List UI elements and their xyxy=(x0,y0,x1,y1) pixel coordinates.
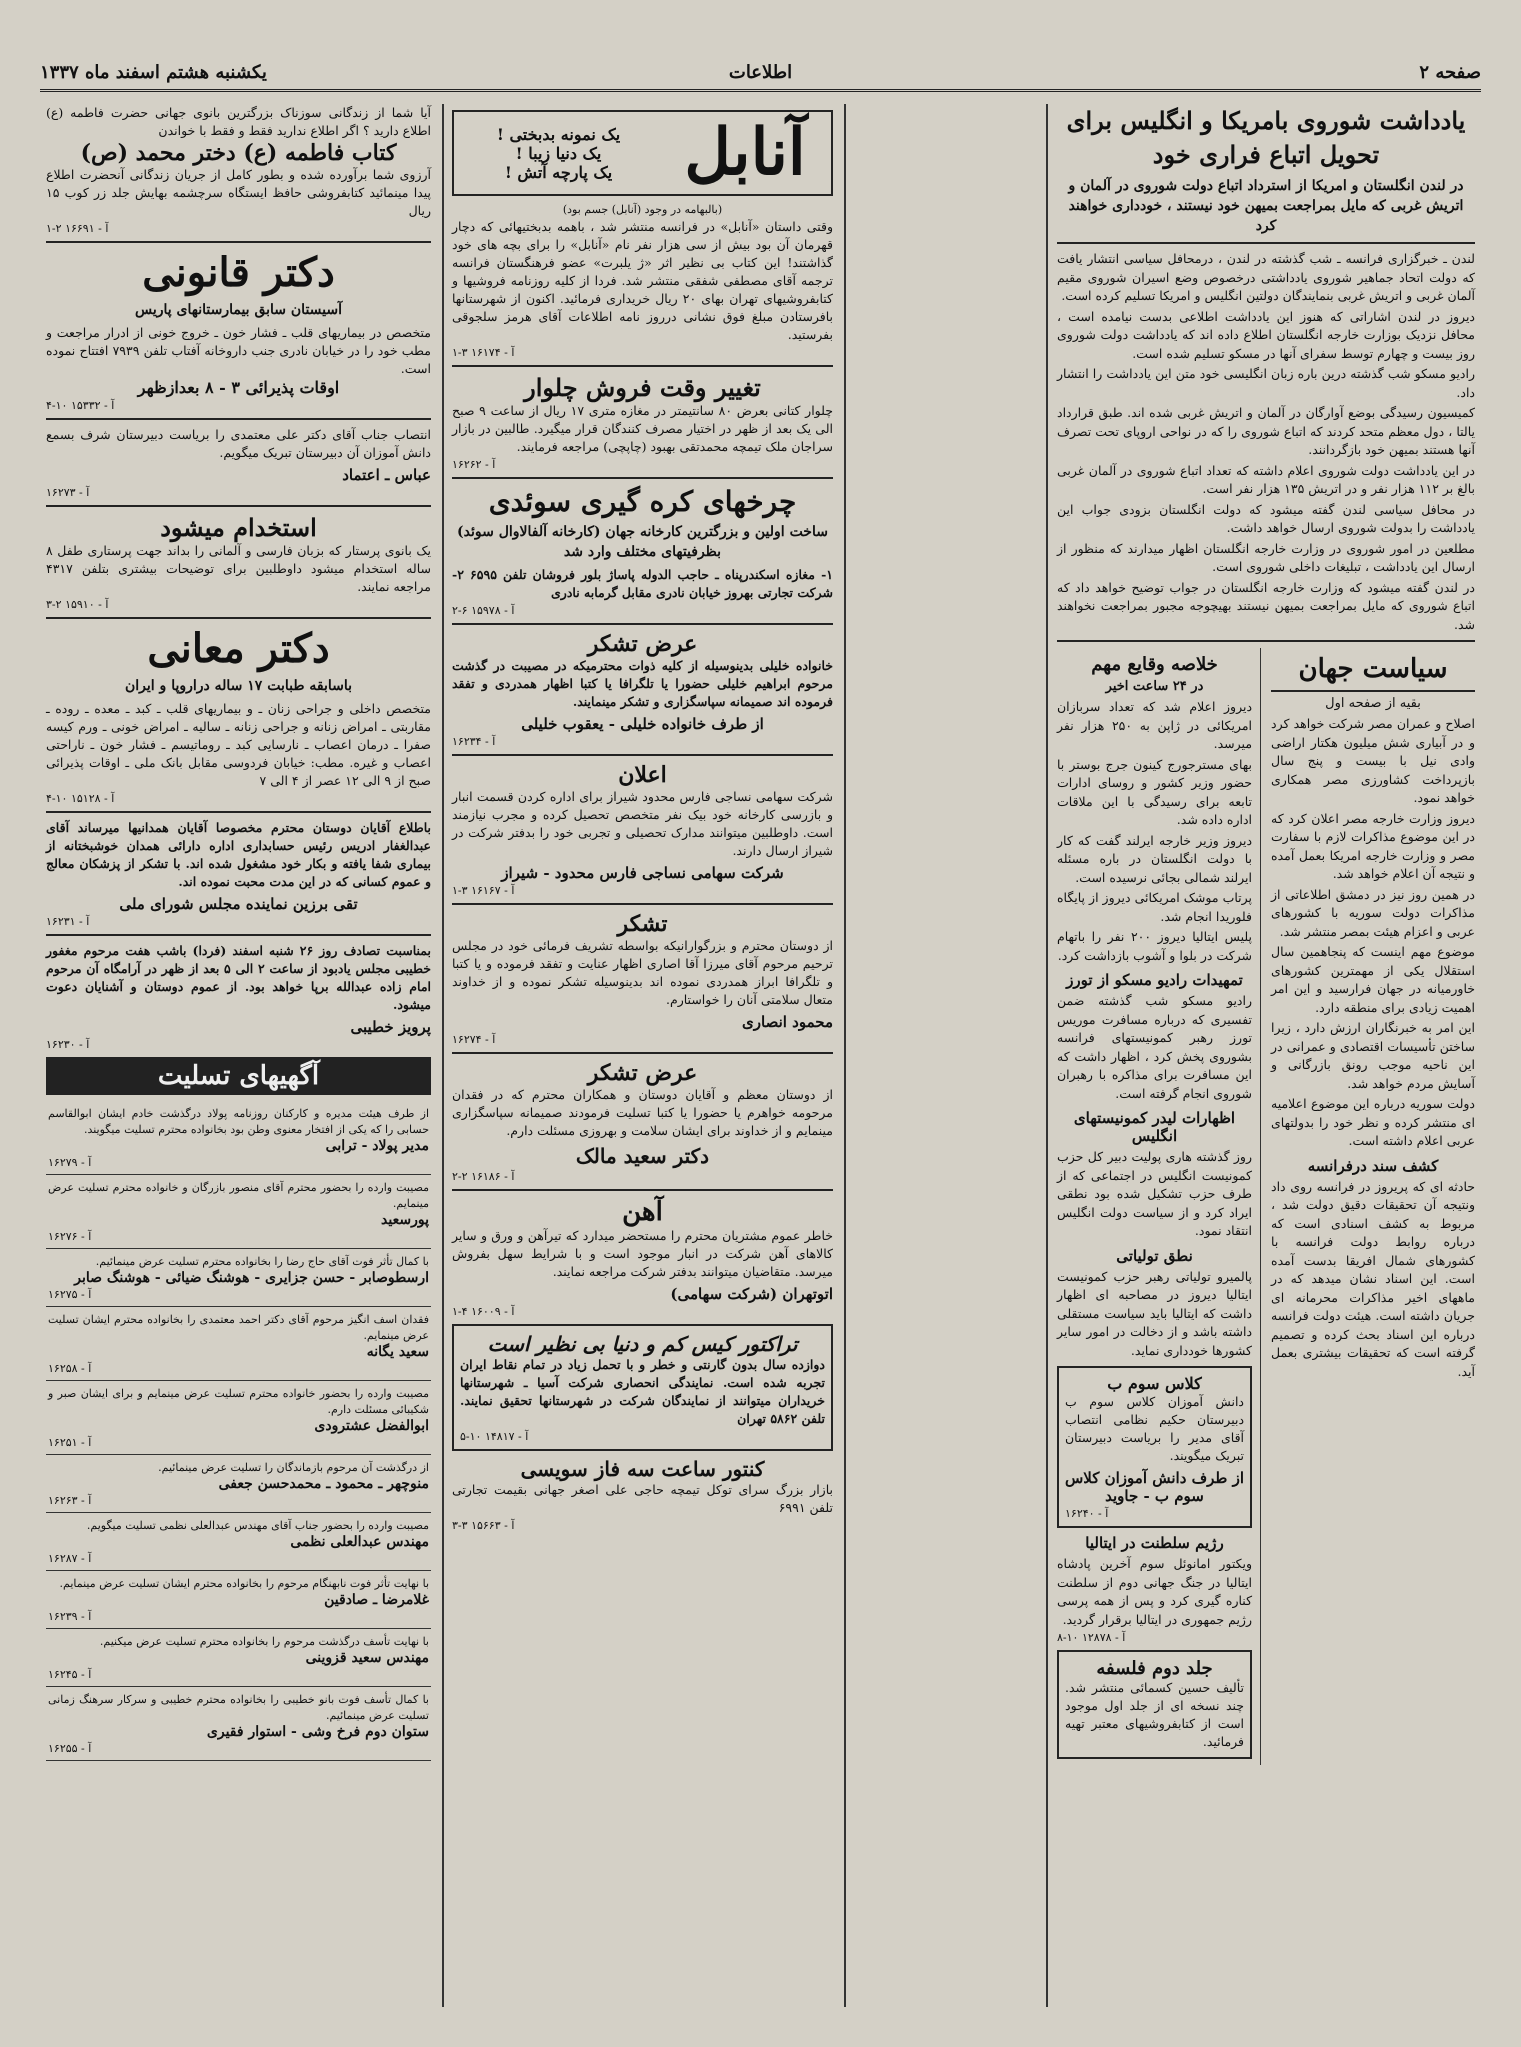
iron-title: آهن xyxy=(622,1197,663,1227)
condolence-ref: آ - ۱۶۲۶۳ xyxy=(48,1494,92,1507)
condolence-ref: آ - ۱۶۲۵۸ xyxy=(48,1362,92,1375)
ann-sign: شرکت سهامی نساجی فارس محدود - شیراز xyxy=(501,864,784,882)
doctor2-body: متخصص داخلی و جراحی زنان ـ و بیماریهای قلب ـ کبد ـ معده ـ روده ـ مقاربتی ـ امراض زنانه و جراحی زنانه ـ سالیه ـ امراض خونی ـ ورم کیسه صفرا ـ درمان اعصاب ـ نارسایی کبد ـ روماتیسم ـ فشار خون ـ ناراحتی اعصاب و غیره. مطب: خیابان فردوسی مقابل بانک ملی ـ اوقات پذیرائی صبح از ۹ الی ۱۲ عصر از ۴ الی ۷ xyxy=(46,701,431,788)
lead-subhead: در لندن انگلستان و امریکا از استرداد اتباع دولت شوروی در آلمان و اتریش غربی که مایل بمراجعت بمیهن خود نیستند ، خودداری خواهند کرد xyxy=(1068,178,1464,234)
condolence-text: با کمال تأسف فوت بانو خطیبی را بخانواده محترم خطیبی و سرکار سرهنگ زمانی تسلیت عرض مینمائیم. xyxy=(48,1693,429,1722)
summary-paragraph: پلیس ایتالیا دیروز ۲۰۰ نفر را باتهام شرکت در بلوا و آشوب بازداشت کرد. xyxy=(1057,929,1253,963)
condolence-item xyxy=(46,1381,431,1455)
lead-paragraph: دیروز در لندن اشاراتی که هنوز این یادداشت اطلاعی بدست نیامده است ، محافل نزدیک بوزارت خارجه انگلستان اطلاع داده اند که یادداشت دولت شوروی روز بیست و چهارم توسط سفرای آنها در مسکو تسلیم شده است. xyxy=(1057,308,1475,361)
notice3-body: بمناسبت تصادف روز ۲۶ شنبه اسفند (فردا) باشب هفت مرحوم مغفور خطیبی مجلس یادبود از ساعت ۲ الی ۵ بعد از ظهر در آرامگاه آن مرحوم امام زاده عبدالله برپا خواهد بود. از عموم دوستان و آشنایان دعوت میشود. xyxy=(46,943,431,1012)
page-number: صفحه ۲ xyxy=(1419,62,1481,83)
thanks1-title: عرض تشکر xyxy=(587,631,698,657)
condolence-sign: مهندس عبدالعلی نظمی xyxy=(290,1534,429,1550)
world-politics xyxy=(1271,648,1475,1765)
condolence-ref: آ - ۱۶۲۷۵ xyxy=(48,1288,92,1301)
tractor-title: تراکتور کیس کم و دنیا بی نظیر است xyxy=(487,1332,798,1356)
world-title: سیاست جهان xyxy=(1271,648,1475,692)
tractor-ref: آ - ۱۴۸۱۷ ۱۰-۵ xyxy=(460,1430,529,1443)
lead-paragraph: در لندن گفته میشود که وزارت خارجه انگلستان در جواب توضیح خواهد داد که اتباع شوروی که مایل بمراجعت بمیهن نیستند بهیچوجه مجبور بمراجعت نخواهند شد. xyxy=(1057,579,1475,632)
fatemeh-ref: آ - ۱۶۶۹۱ ۲-۱ xyxy=(46,222,109,235)
notice3-ref: آ - ۱۶۲۳۰ xyxy=(46,1038,90,1051)
world-paragraph: موضوع مهم اینست که پنجاهمین سال استقلال یکی از مهمترین کشورهای خاورمیانه در جهان فرارسید و این امر اهمیت زیادی برای منطقه دارد. xyxy=(1271,944,1475,1015)
condolence-sign: مهندس سعید قزوینی xyxy=(305,1650,429,1666)
sub3-title: نطق تولیاتی xyxy=(1116,1246,1193,1265)
watch-title: کنتور ساعت سه فاز سویسی xyxy=(520,1457,765,1481)
condolence-title: آگهیهای تسلیت xyxy=(46,1057,431,1095)
tractor-body: دوازده سال بدون گارنتی و خطر و با تحمل زیاد در تمام نقاط ایران تجربه شده است. نمایندگی انحصاری شرکت آسیا ـ شهرستانها خریداران میتوانند از نمایندگان شرکت در شهرستانها تحقیق نمایند. تلفن ۵۸۶۲ تهران xyxy=(460,1357,825,1426)
fatemeh-body: آرزوی شما برآورده شده و بطور کامل از جریان زندگانی آنحضرت اطلاع پیدا مینمائید کتابفروشی حافظ ایستگاه سرچشمه بهایش جلد زر کوب ۱۵ ریال xyxy=(46,167,431,218)
condolence-ref: آ - ۱۶۲۷۶ xyxy=(48,1230,92,1243)
world-paragraph: در همین روز نیز در دمشق اطلاعاتی از مذاکرات دولت سوریه با کشورهای عربی و اعزام هیئت بمصر منتشر شد. xyxy=(1271,886,1475,939)
condolence-item xyxy=(46,1307,431,1381)
condolence-item xyxy=(46,1629,431,1687)
iron-ref: آ - ۱۶۰۰۹ ۴-۱ xyxy=(452,1305,515,1318)
thanks3-body: از دوستان معظم و آقایان دوستان و همکاران محترم که در فقدان مرحومه خواهرم یا حضورا یا کتبا تسلیت فرمودند صمیمانه سپاسگزاری مینمایم و از خداوند برای ایشان سلامت و بهروزی مسئلت دارم. xyxy=(452,1087,833,1138)
phil-body: تألیف حسین کسمائی منتشر شد. چند نسخه ای از جلد اول موجود است از کتابفروشیهای معتبر تهیه فرمائید. xyxy=(1065,1680,1245,1749)
ann-title: اعلان xyxy=(618,762,667,788)
thanks1-sign: از طرف خانواده خلیلی - یعقوب خلیلی xyxy=(521,715,764,733)
wheel-ref: آ - ۱۵۹۷۸ ۶-۲ xyxy=(452,604,515,617)
doctor2-sub: باسابقه طبابت ۱۷ ساله دراروپا و ایران xyxy=(125,678,352,694)
hire-ref: آ - ۱۵۹۱۰ ۲-۳ xyxy=(46,598,109,611)
condolence-sign: ستوان دوم فرخ وشی - استوار فقیری xyxy=(206,1724,429,1740)
notice2-body: باطلاع آقایان دوستان محترم مخصوصا آقایان همدانیها میرساند آقای عبدالغفار ادریس رئیس حسابداری اداره دارائی همدان خوشبختانه از بیماری شفا یافته و بکار خود مشغول شده اند. با تشکر از پزشکان معالج و عموم کسانی که در این مدت محبت نموده اند. xyxy=(46,820,431,889)
phil-title: جلد دوم فلسفه xyxy=(1096,1658,1213,1679)
lead-headline: یادداشت شوروی بامریکا و انگلیس برای تحویل اتباع فراری خود xyxy=(1066,106,1466,169)
lead-paragraph: مطلعین در امور شوروی در وزارت خارجه انگلستان اظهار میدارند که منظور از ارسال این یادداشت ، تبلیغات داخلی شوروی است. xyxy=(1057,540,1475,574)
summary-paragraph: بهای مسترجورج کینون جرج بوستر با حضور وزیر کشور و روسای ادارات تابعه برای رسیدگی با این ملاقات اداره داده شد. xyxy=(1057,756,1253,827)
lead-paragraph: لندن ـ خبرگزاری فرانسه ـ شب گذشته در لندن ، درمحافل سیاسی انتشار یافت که دولت اتحاد جماهیر شوروی یادداشتی درخصوص وضع اسیران شوروی مقیم آلمان غربی و اتریش غربی بنمایندگان دولتین انگلیس و امریکا تسلیم کرده است. xyxy=(1057,251,1475,303)
condolence-ref: آ - ۱۶۲۵۵ xyxy=(48,1742,92,1755)
doctor1-body: متخصص در بیماریهای قلب ـ فشار خون ـ خروج خونی از ادرار مراجعت و مطب خود را در خیابان نادری جنب داروخانه آفتاب تلفن ۷۹۳۹ افتتاح نموده است. xyxy=(46,325,431,376)
doctor1-hours: اوقات پذیرائی ۳ - ۸ بعدازظهر xyxy=(137,378,340,397)
regime-body: ویکتور امانوئل سوم آخرین پادشاه ایتالیا در جنگ جهانی دوم از سلطنت کناره گیری کرد و پس از همه پرسی رژیم جمهوری در ایتالیا برقرار گردید. xyxy=(1057,1556,1253,1627)
hire-body: یک بانوی پرستار که بزبان فارسی و آلمانی را بداند جهت پرستاری طفل ۸ ساله استخدام میشود داوطلبین برای توضیحات بیشتری بتلفن ۴۳۱۷ مراجعه نمایند. xyxy=(46,543,431,594)
notice2-ref: آ - ۱۶۲۳۱ xyxy=(46,915,90,928)
world-sub: بقیه از صفحه اول xyxy=(1325,696,1421,711)
hire-title: استخدام میشود xyxy=(160,513,317,542)
book-tagline: یک پارچه آتش ! xyxy=(504,162,613,182)
condolence-ref: آ - ۱۶۲۷۹ xyxy=(48,1156,92,1169)
issue-date: یکشنبه هشتم اسفند ماه ۱۳۳۷ xyxy=(40,62,267,83)
condolence-item xyxy=(46,1101,431,1175)
lead-paragraph: رادیو مسکو شب گذشته درین باره زبان انگلیسی خود متن این یادداشت را انتشار داد. xyxy=(1057,366,1475,400)
regime-title: رژیم سلطنت در ایتالیا xyxy=(1085,1534,1224,1552)
condolence-item xyxy=(46,1249,431,1307)
class-title: کلاس سوم ب xyxy=(1107,1374,1202,1393)
book-title: آنابل xyxy=(684,115,806,190)
lead-paragraph: در این یادداشت دولت شوروی اعلام داشته که تعداد اتباع شوروی در آلمان غربی بالغ بر ۱۱۲ هزار نفر و در اتریش ۱۳۵ هزار نفر است. xyxy=(1057,462,1475,496)
summary-title: خلاصه وقایع مهم xyxy=(1091,654,1218,675)
summary-subtitle: در ۲۴ ساعت اخیر xyxy=(1105,679,1204,694)
class-body: دانش آموزان کلاس سوم ب دبیرستان حکیم نظامی انتصاب آقای مدیر را بریاست دبیرستان تبریک میگویند. xyxy=(1065,1394,1245,1463)
column-classifieds xyxy=(40,104,437,2007)
summary-paragraph: دیروز اعلام شد که تعداد سربازان امریکائی در ژاپن به ۲۵۰ هزار نفر میرسد. xyxy=(1057,699,1253,751)
thanks2-ref: آ - ۱۶۲۷۴ xyxy=(452,1033,496,1046)
doctor2-ref: آ - ۱۵۱۲۸ ۱۰-۴ xyxy=(46,792,115,805)
world-paragraph: اصلاح و عمران مصر شرکت خواهد کرد و در آبیاری شش میلیون هکتار اراضی وادی نیل با بیست و پنج سال بازپرداخت کشاورزی مصر همکاری خواهد نمود. xyxy=(1271,716,1475,805)
condolence-ref: آ - ۱۶۲۳۹ xyxy=(48,1610,92,1623)
book-ad xyxy=(452,110,833,196)
wheel-title: چرخهای کره گیری سوئدی xyxy=(488,485,797,518)
condolence-sign: پورسعید xyxy=(381,1212,429,1228)
summary-paragraph: دیروز وزیر خارجه ایرلند گفت که کار با دولت انگلستان در باره مسئله ایرلند شمالی بجائی نرسیده است. xyxy=(1057,832,1253,885)
world-paragraph: دیروز وزارت خارجه مصر اعلان کرد که در این موضوع مذاکرات لازم با سفارت مصر و وزارت خارجه امریکا بعمل آمده و نتیجه آن اعلام خواهد شد. xyxy=(1271,810,1475,881)
column-lead xyxy=(1051,104,1481,2007)
thanks2-title: تشکر xyxy=(617,911,668,937)
condolence-item xyxy=(46,1571,431,1629)
column-rule xyxy=(442,104,444,2007)
condolence-text: با نهایت تأثر فوت نابهنگام مرحوم را بخانواده محترم ایشان تسلیت عرض مینمایم. xyxy=(59,1577,429,1590)
sub2-body: روز گذشته هاری پولیت دبیر کل حزب کمونیست انگلیس در اجتماعی که از طرف حزب تشکیل شده بود نطقی ایراد کرد و از سیاست دولت انگلیس انتقاد نمود. xyxy=(1057,1149,1253,1238)
doctor1-title: دکتر قانونی xyxy=(142,249,335,296)
lead-paragraph: در محافل سیاسی لندن گفته میشود که دولت انگلستان بزودی جواب این یادداشت را بدولت شوروی ارسال خواهد داشت. xyxy=(1057,501,1475,535)
thanks3-sign: دکتر سعید مالک xyxy=(575,1144,710,1168)
notice2-sign: تقی برزین نماینده مجلس شورای ملی xyxy=(119,895,358,913)
condolence-sign: ابوالفضل عشترودی xyxy=(314,1418,429,1434)
condolence-text: از درگذشت آن مرحوم بازماندگان را تسلیت عرض مینمائیم. xyxy=(158,1461,429,1474)
notice1-body: انتصاب جناب آقای دکتر علی معتمدی را بریاست دبیرستان شرف بسمع دانش آموزان آن دبیرستان تبریک میگویم. xyxy=(46,427,431,460)
thanks2-sign: محمود انصاری xyxy=(742,1013,833,1031)
condolence-text: فقدان اسف انگیز مرحوم آقای دکتر احمد معتمدی را بخانواده محترم ایشان تسلیت عرض مینمایم. xyxy=(48,1313,429,1342)
doctor2-title: دکتر معانی xyxy=(147,625,330,672)
kashf-title: کشف سند درفرانسه xyxy=(1307,1156,1439,1175)
condolence-text: از طرف هیئت مدیره و کارکنان روزنامه پولاد درگذشت خادم ایشان ابوالقاسم حسابی را که یکی از افتخار معنوی وطن بود بخانواده محترم تسلیت میگویند. xyxy=(48,1107,429,1136)
world-paragraph: دولت سوریه درباره این موضوع اعلامیه ای منتشر کرده و نظر خود را بدولتهای عربی اعلام داشته است. xyxy=(1271,1096,1475,1148)
sale-body: چلوار کتانی بعرض ۸۰ سانتیمتر در مغازه متری ۱۷ ریال از ساعت ۹ صبح الی یک بعد از ظهر در اختیار مصرف کنندگان قرار میگیرد. طالبین در بازار سراجان ملک تیمچه محمدتقی بهبود (چاپچی) مراجعه فرمایند. xyxy=(452,403,833,454)
condolence-sign: غلامرضا ـ صادقین xyxy=(324,1592,429,1608)
condolence-text: با کمال تأثر فوت آقای حاج رضا را بخانواده محترم تسلیت عرض مینمائیم. xyxy=(95,1255,429,1268)
watch-ref: آ - ۱۵۶۶۳ ۳-۳ xyxy=(452,1519,515,1532)
class-ad xyxy=(1057,1366,1252,1528)
notice1-sign: عباس ـ اعتماد xyxy=(342,466,431,484)
thanks1-ref: آ - ۱۶۲۳۴ xyxy=(452,735,496,748)
condolence-sign: ارسطوصابر - حسن جزایری - هوشنگ ضیائی - هوشنگ صابر xyxy=(74,1270,429,1286)
condolence-text: مصیبت وارده را بحضور جناب آقای مهندس عبدالعلی نظمی تسلیت میگویم. xyxy=(86,1519,429,1532)
column-misc xyxy=(846,104,1041,2007)
sub1-title: تمهیدات رادیو مسکو از تورز xyxy=(1066,971,1243,989)
fatemeh-intro: آیا شما از زندگانی سوزناک بزرگترین بانوی جهانی حضرت فاطمه (ع) اطلاع دارید ؟ اگر اطلاع ندارید فقط و فقط با خواندن xyxy=(46,105,431,138)
sub1-body: رادیو مسکو شب گذشته ضمن تفسیری که درباره مسافرت موریس تورز رهبر کمونیستهای فرانسه بشوروی پخش کرد ، اظهار داشت که این مسافرت برای مذاکره با رهبران شوروی انجام گرفته است. xyxy=(1057,993,1253,1101)
thanks2-body: از دوستان محترم و بزرگوارانیکه بواسطه تشریف فرمائی خود در مجلس ترحیم مرحوم آقای میرزا آقا اصاری اظهار عنایت و تفقد فرموده و یا کتبا و تلگرافا ابراز همدردی نموده اند بدینوسیله تشکر نموده و از خداوند متعال سلامتی آنان را خواستارم. xyxy=(452,938,833,1007)
newspaper-name: اطلاعات xyxy=(728,62,793,83)
world-paragraph: این امر به خبرنگاران ارزش دارد ، زیرا ساختن تأسیسات اقتصادی و عمرانی در این ناحیه موجب رونق بازرگانی و آسایش مردم خواهد شد. xyxy=(1271,1020,1475,1091)
thanks1-body: خانواده خلیلی بدینوسیله از کلیه ذوات محترمیکه در مصیبت در گذشت مرحوم ابراهیم خلیلی حضورا یا تلگرافا یا کتبا اظهار همدردی و تفقد فرموده اند صمیمانه سپاسگزاری و تشکر مینمایند. xyxy=(452,658,833,709)
condolence-sign: سعید یگانه xyxy=(366,1344,429,1360)
column-summary xyxy=(1057,648,1261,1765)
condolence-ref: آ - ۱۶۲۴۵ xyxy=(48,1668,92,1681)
philosophy-ad xyxy=(1057,1650,1252,1759)
condolence-sign: منوچهر ـ محمود ـ محمدحسن جعفی xyxy=(218,1476,429,1492)
condolence-item xyxy=(46,1455,431,1513)
book-caption: (بالبهامه در وجود (آنابل) جسم بود) xyxy=(562,203,723,216)
condolence-item xyxy=(46,1513,431,1571)
iron-body: خاطر عموم مشتریان محترم را مستحضر میدارد که تیرآهن و ورق و سایر کالاهای آهن شرکت در انبار موجود است و با شرایط سهل بفروش میرسد. متقاضیان میتوانند بدفتر شرکت مراجعه نمایند. xyxy=(452,1228,833,1279)
iron-sign: اتوتهران (شرکت سهامی) xyxy=(670,1285,833,1303)
sale-title: تغییر وقت فروش چلوار xyxy=(524,373,761,402)
doctor1-ref: آ - ۱۵۳۳۲ ۱۰-۴ xyxy=(46,399,115,412)
thanks3-title: عرض تشکر xyxy=(587,1060,698,1086)
book-ref: آ - ۱۶۱۷۴ ۳-۱ xyxy=(452,346,515,359)
wheel-sub: ساخت اولین و بزرگترین کارخانه جهان (کارخانه آلفالاوال سوئد) بظرفیتهای مختلف وارد شد xyxy=(457,524,828,560)
kashf-body: حادثه ای که پریروز در فرانسه روی داد ونتیجه آن تحقیقات دقیق دولت شد ، مربوط به کشف اسنادی است که درباره روابط دولت فرانسه با کشورهای شمال افریقا بدست آمده است. این اسناد نشان میدهد که در ماههای اخیر مذاکرات محرمانه ای جریان داشته است. هیئت دولت فرانسه درباره این اسناد بحث کرده و تصمیم گرفته است که تحقیقات بیشتری بعمل آید. xyxy=(1271,1178,1475,1379)
column-rule xyxy=(1046,104,1048,2007)
sub2-title: اظهارات لیدر کمونیستهای انگلیس xyxy=(1073,1109,1236,1145)
wheel-body: ۱- مغازه اسکندرپناه ـ حاجب الدوله پاساژ بلور فروشان تلفن ۶۵۹۵ ۲- شرکت تجارتی بهروز خیابان نادری مقابل گرمابه نادری xyxy=(452,567,833,600)
condolence-item xyxy=(46,1175,431,1249)
regime-ref: آ - ۱۲۸۷۸ ۱۰-۸ xyxy=(1057,1631,1126,1644)
summary-paragraph: پرتاب موشک امریکائی دیروز از پایگاه فلوریدا انجام شد. xyxy=(1057,890,1253,924)
fatemeh-title: کتاب فاطمه (ع) دختر محمد (ص) xyxy=(80,140,397,166)
sub3-body: پالمیرو تولیاتی رهبر حزب کمونیست ایتالیا دیروز در مصاحبه ای اظهار داشت که ایتالیا باید سیاست مستقلی داشته باشد و از دخالت در امور سایر کشورها خودداری نماید. xyxy=(1057,1268,1253,1358)
book-tagline: یک دنیا زیبا ! xyxy=(515,143,602,163)
condolence-text: مصیبت وارده را بحضور خانواده محترم تسلیت عرض مینمایم و برای ایشان صبر و شکیبائی مسئلت دارم. xyxy=(48,1387,429,1416)
ann-body: شرکت سهامی نساجی فارس محدود شیراز برای اداره کردن قسمت انبار و بازرسی کارخانه خود بیک نفر متخصص تحصیل کرده و مجرب نیازمند است. داوطلبین میتوانند مدارک تحصیلی و تجربی خود را بدفتر شرکت در شیراز ارسال دارند. xyxy=(452,789,833,858)
condolence-sign: مدیر پولاد - ترابی xyxy=(325,1138,429,1154)
thanks3-ref: آ - ۱۶۱۸۶ ۲-۲ xyxy=(452,1170,515,1183)
masthead xyxy=(40,58,1481,92)
column-ads-middle xyxy=(446,104,839,2007)
sale-ref: آ - ۱۶۲۶۲ xyxy=(452,458,496,471)
ann-ref: آ - ۱۶۱۶۷ ۳-۱ xyxy=(452,884,515,897)
condolence-text: مصیبت وارده را بحضور محترم آقای منصور بازرگان و خانواده محترم تسلیت عرض مینمایم. xyxy=(48,1181,429,1210)
doctor1-sub: آسیستان سابق بیمارستانهای پاریس xyxy=(135,302,342,318)
condolence-text: با نهایت تأسف درگذشت مرحوم را بخانواده محترم تسلیت عرض میکنیم. xyxy=(99,1635,429,1648)
tractor-ad xyxy=(452,1324,833,1451)
condolence-ref: آ - ۱۶۲۵۱ xyxy=(48,1436,92,1449)
book-body: وقتی داستان «آنابل» در فرانسه منتشر شد ، باهمه بدبختیهائی که دچار قهرمان آن بود بیش از سی هزار نفر نام «آنابل» را برای بچه های خود گذاشتند! این کتاب بی نظیر اثر «ژ یلبرت» عضو فرهنگستان فرانسه ترجمه آقای مصطفی شفقی منتشر شد. فردا از کلیه روزنامه فروشیها و کتابفروشیهای تهران بهای ۲۰ ریال خریداری فرمائید. اکنون از شهرستانها بافرستادن مبلغ فوق نشانی درروز نامه اطلاعات آقای هرمز سلجوقی بفرستید. xyxy=(452,219,833,342)
book-tagline: یک نمونه بدبختی ! xyxy=(496,124,621,144)
notice1-ref: آ - ۱۶۲۷۳ xyxy=(46,486,90,499)
class-sign: از طرف دانش آموزان کلاس سوم ب - جاوید xyxy=(1065,1469,1244,1505)
lead-paragraph: کمیسیون رسیدگی بوضع آوارگان در آلمان و اتریش غربی شده اند. طبق قرارداد یالتا ، دول معظم متحد کردند که اتباع شوروی را که در نواحی اروپای تحت تصرف آنها هستند بمیهن خود بازگردانند. xyxy=(1057,405,1475,457)
notice3-sign: پرویز خطیبی xyxy=(350,1018,431,1036)
condolence-ref: آ - ۱۶۲۸۷ xyxy=(48,1552,92,1565)
watch-body: بازار بزرگ سرای توکل تیمچه حاجی علی اصغر جهانی بقیمت تجارتی تلفن ۶۹۹۱ xyxy=(452,1482,833,1515)
condolence-item xyxy=(46,1687,431,1761)
class-ref: آ - ۱۶۲۴۰ xyxy=(1065,1507,1109,1520)
